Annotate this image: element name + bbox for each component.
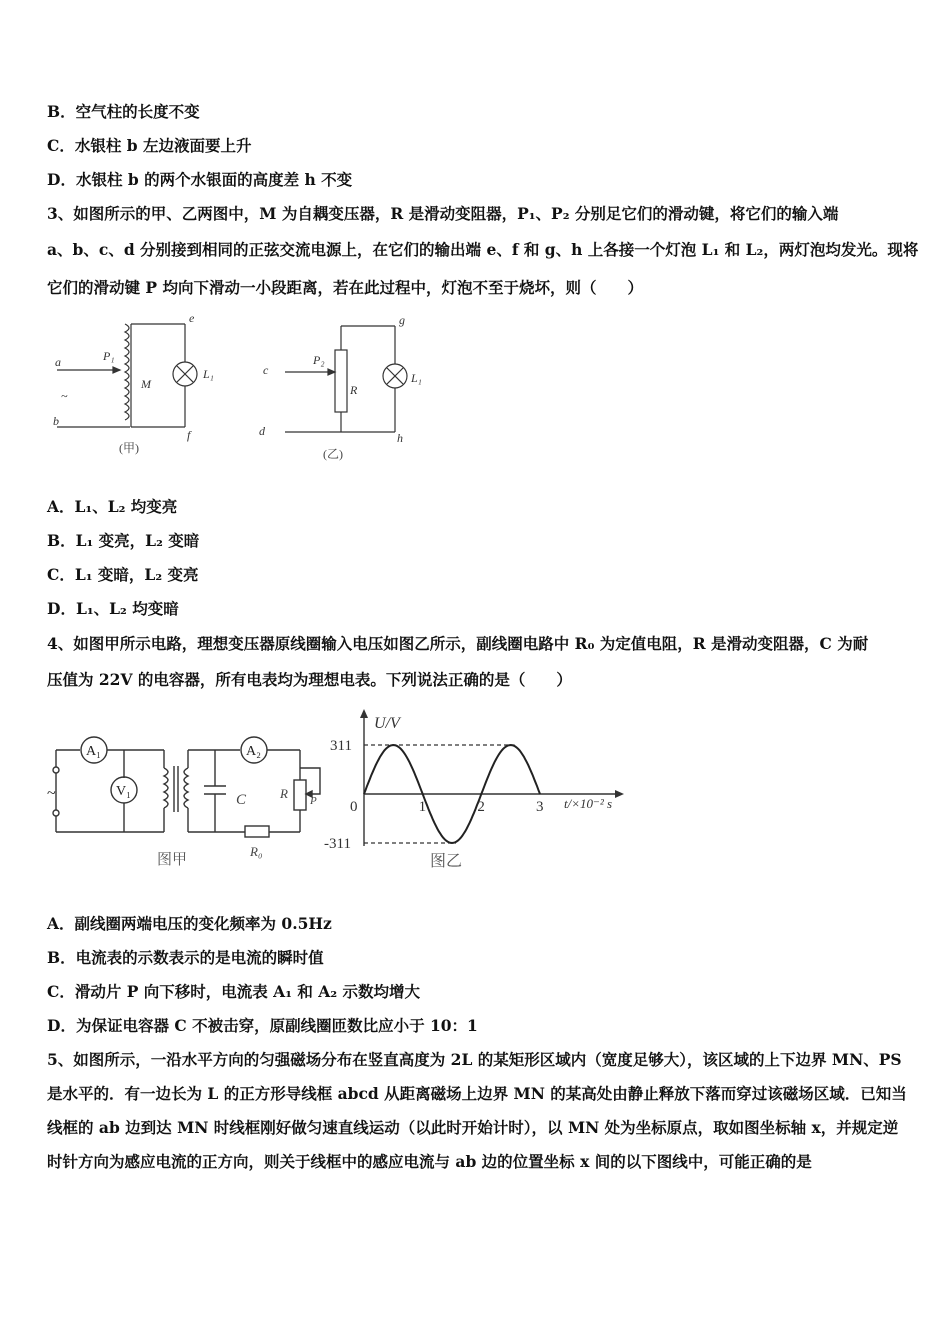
caption-tujia: 图甲 (157, 852, 188, 868)
chart-x-tick-1: 1 (418, 799, 427, 815)
label-p2: P₂ (313, 353, 325, 367)
label-d: d (259, 424, 265, 438)
caption-tuyi: 图乙 (430, 853, 463, 870)
q5-stem: 5、如图所示，一沿水平方向的匀强磁场分布在竖直高度为 2L 的某矩形区域内（宽度足够大），该区域的上下边界 MN、PS 是水平的．有一边长为 L 的正方形导线框 abcd 从距离磁场上边界 MN 的某高处由静止释放下落而穿过该磁场区域．已知当线框的 ab 边到达 MN 时线框刚好做匀速直线运动（以此时开始计时），以 MN 处为坐标原点，取如图坐标轴 x，并规定逆时针方向为感应电流的正方向，则关于线框中的感应电流与 ab 边的位置坐标 x 间的以下图线中，可能正确的是 (47, 1050, 907, 1171)
q4-voltage-chart (322, 706, 632, 876)
q3-circuit-figure (45, 312, 425, 467)
chart-x-tick-2: 2 (477, 799, 485, 815)
label-a: a (55, 355, 61, 369)
q4-option-b: B．电流表的示数表示的是电流的瞬时值 (47, 948, 324, 967)
label-f: f (187, 428, 191, 442)
resistor-r0-label: R₀ (250, 844, 263, 859)
q3-stem-line-1: 3、如图所示的甲、乙两图中，M 为自耦变压器，R 是滑动变阻器，P₁、P₂ 分别足它们的滑动键，将它们的输入端 (47, 204, 839, 223)
q3-option-b: B．L₁ 变亮，L₂ 变暗 (47, 531, 200, 550)
q3-option-a: A．L₁、L₂ 均变亮 (47, 497, 178, 516)
label-tilde-1: ~ (61, 389, 68, 403)
label-g: g (399, 313, 405, 327)
q2-option-b: B．空气柱的长度不变 (47, 102, 200, 121)
chart-x-tick-0: 0 (350, 799, 358, 815)
q3-stem-line-3: 它们的滑动键 P 均向下滑动一小段距离，若在此过程中，灯泡不至于烧坏，则（ ） (47, 278, 643, 297)
q2-option-d: D．水银柱 b 的两个水银面的高度差 h 不变 (47, 170, 353, 189)
chart-y-label: U/V (374, 715, 400, 732)
chart-x-label: t/×10⁻² s (564, 796, 613, 811)
label-l1b: L₁ (411, 371, 422, 385)
label-r: R (350, 383, 358, 397)
label-c: c (263, 363, 269, 377)
rheostat-r-label: R (280, 786, 288, 801)
caption-jia: (甲) (119, 441, 139, 455)
q4-option-a: A．副线圈两端电压的变化频率为 0.5Hz (47, 914, 332, 933)
label-e: e (189, 312, 195, 325)
q4-circuit-figure (40, 728, 330, 878)
label-m: M (141, 377, 151, 391)
ammeter-a2-label: A₂ (246, 744, 261, 759)
chart-x-tick-3: 3 (536, 799, 544, 815)
voltmeter-v1-label: V₁ (116, 784, 131, 799)
label-h: h (397, 431, 403, 445)
chart-y-tick-0: 311 (330, 738, 352, 754)
source-tilde: ~ (47, 785, 56, 802)
q4-option-d: D．为保证电容器 C 不被击穿，原副线圈匝数比应小于 10：1 (47, 1016, 478, 1035)
chart-y-tick-1: -311 (324, 836, 351, 852)
q3-option-d: D．L₁、L₂ 均变暗 (47, 599, 179, 618)
slider-p-label: P (310, 795, 317, 807)
caption-yi: (乙) (323, 447, 343, 461)
q4-stem-line-2: 压值为 22V 的电容器，所有电表均为理想电表。下列说法正确的是（ ） (47, 670, 572, 689)
q4-option-c: C．滑动片 P 向下移时，电流表 A₁ 和 A₂ 示数均增大 (47, 982, 421, 1001)
capacitor-c-label: C (236, 792, 247, 808)
q3-stem-line-2: a、b、c、d 分别接到相同的正弦交流电源上，在它们的输出端 e、f 和 g、h 上各接一个灯泡 L₁ 和 L₂，两灯泡均发光。现将 (47, 240, 919, 259)
ammeter-a1-label: A₁ (86, 744, 101, 759)
label-b: b (53, 414, 59, 428)
q2-option-c: C．水银柱 b 左边液面要上升 (47, 136, 252, 155)
label-p1: P₁ (103, 349, 115, 363)
label-l1: L₁ (203, 367, 214, 381)
q4-stem-line-1: 4、如图甲所示电路，理想变压器原线圈输入电压如图乙所示，副线圈电路中 R₀ 为定值电阻，R 是滑动变阻器，C 为耐 (47, 634, 869, 653)
q3-option-c: C．L₁ 变暗，L₂ 变亮 (47, 565, 199, 584)
